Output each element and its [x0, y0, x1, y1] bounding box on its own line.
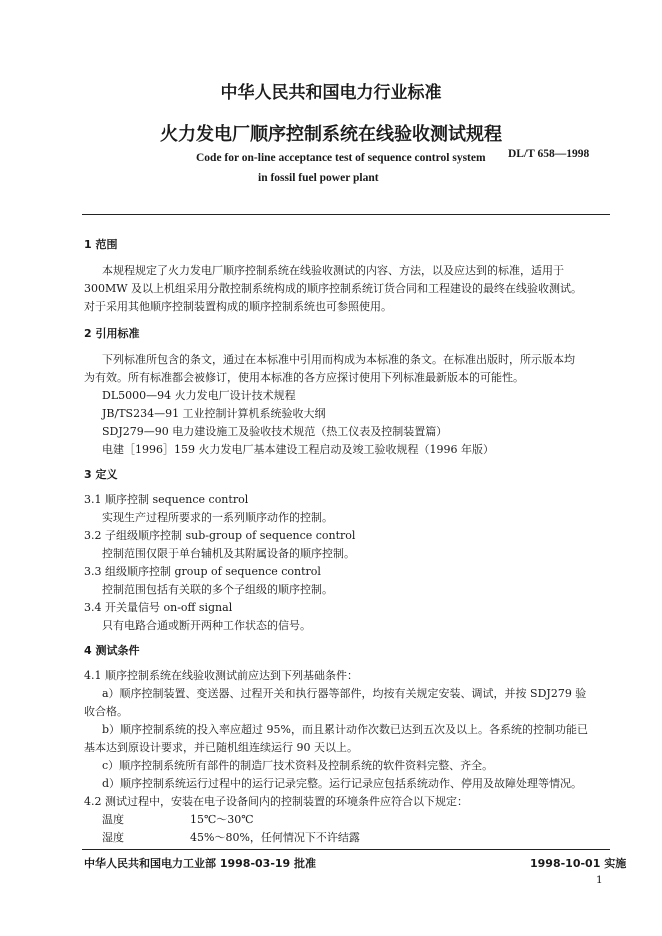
section-2-para-line-1: 下列标准所包含的条文，通过在本标准中引用而构成为本标准的条文。在标准出版时，所示版本均: [102, 353, 575, 366]
clause-4-1: 4.1 顺序控制系统在线验收测试前应达到下列基础条件：: [84, 669, 358, 682]
section-3-heading: 3 定义: [84, 468, 118, 481]
effective-date: 1998-10-01 实施: [530, 857, 627, 870]
condition-d: d）顺序控制系统运行过程中的运行记录完整。运行记录应包括系统动作、停用及故障处理等情况。: [102, 777, 583, 790]
reference-item: JB/TS234—91 工业控制计算机系统验收大纲: [102, 407, 326, 420]
header-divider: [82, 214, 610, 215]
section-2-para-line-2: 为有效。所有标准都会被修订，使用本标准的各方应探讨使用下列标准最新版本的可能性。: [84, 371, 524, 384]
english-title-line-2: in fossil fuel power plant: [258, 172, 379, 184]
env-value-temperature: 15℃～30℃: [190, 813, 254, 826]
document-title: 火力发电厂顺序控制系统在线验收测试规程: [160, 124, 502, 145]
condition-a-line-1: a）顺序控制装置、变送器、过程开关和执行器等部件，均按有关规定安装、调试，并按 SDJ279 验: [102, 687, 587, 700]
definition-3-1-term: 3.1 顺序控制 sequence control: [84, 493, 249, 506]
standard-number: DL/T 658—1998: [508, 148, 590, 160]
section-1-para-line-2: 300MW 及以上机组采用分散控制系统构成的顺序控制系统订货合同和工程建设的最终在线验收测试。: [84, 282, 583, 295]
definition-3-4-term: 3.4 开关量信号 on-off signal: [84, 601, 233, 614]
industry-standard-label: 中华人民共和国电力行业标准: [220, 83, 442, 103]
section-4-heading: 4 测试条件: [84, 644, 140, 657]
reference-item: 电建［1996］159 火力发电厂基本建设工程启动及竣工验收规程（1996 年版）: [102, 443, 494, 456]
definition-3-4-text: 只有电路合通或断开两种工作状态的信号。: [102, 619, 311, 632]
section-1-heading: 1 范围: [84, 238, 118, 251]
reference-item: DL5000—94 火力发电厂设计技术规程: [102, 389, 296, 402]
condition-b-line-1: b）顺序控制系统的投入率应超过 95%，而且累计动作次数已达到五次及以上。各系统的控制功能已: [102, 723, 588, 736]
definition-3-3-text: 控制范围包括有关联的多个子组级的顺序控制。: [102, 583, 333, 596]
english-title-line-1: Code for on-line acceptance test of sequence control system: [196, 152, 486, 164]
definition-3-3-term: 3.3 组级顺序控制 group of sequence control: [84, 565, 321, 578]
condition-a-line-2: 收合格。: [84, 705, 128, 718]
definition-3-2-term: 3.2 子组级顺序控制 sub-group of sequence control: [84, 529, 356, 542]
definition-3-2-text: 控制范围仅限于单台辅机及其附属设备的顺序控制。: [102, 547, 355, 560]
env-label-humidity: 湿度: [102, 831, 124, 844]
condition-b-line-2: 基本达到原设计要求，并已随机组连续运行 90 天以上。: [84, 741, 358, 754]
condition-c: c）顺序控制系统所有部件的制造厂技术资料及控制系统的软件资料完整、齐全。: [102, 759, 494, 772]
reference-item: SDJ279—90 电力建设施工及验收技术规范（热工仪表及控制装置篇）: [102, 425, 448, 438]
section-1-para-line-1: 本规程规定了火力发电厂顺序控制系统在线验收测试的内容、方法，以及应达到的标准，适用于: [102, 264, 564, 277]
env-value-humidity: 45%～80%，任何情况下不许结露: [190, 831, 360, 844]
section-2-heading: 2 引用标准: [84, 327, 140, 340]
section-1-para-line-3: 对于采用其他顺序控制装置构成的顺序控制系统也可参照使用。: [84, 300, 392, 313]
clause-4-2: 4.2 测试过程中，安装在电子设备间内的控制装置的环境条件应符合以下规定：: [84, 795, 468, 808]
env-label-temperature: 温度: [102, 813, 124, 826]
approval-issuer: 中华人民共和国电力工业部 1998-03-19 批准: [84, 857, 317, 870]
page-number: 1: [596, 874, 603, 886]
footer-divider: [82, 849, 610, 850]
definition-3-1-text: 实现生产过程所要求的一系列顺序动作的控制。: [102, 511, 333, 524]
